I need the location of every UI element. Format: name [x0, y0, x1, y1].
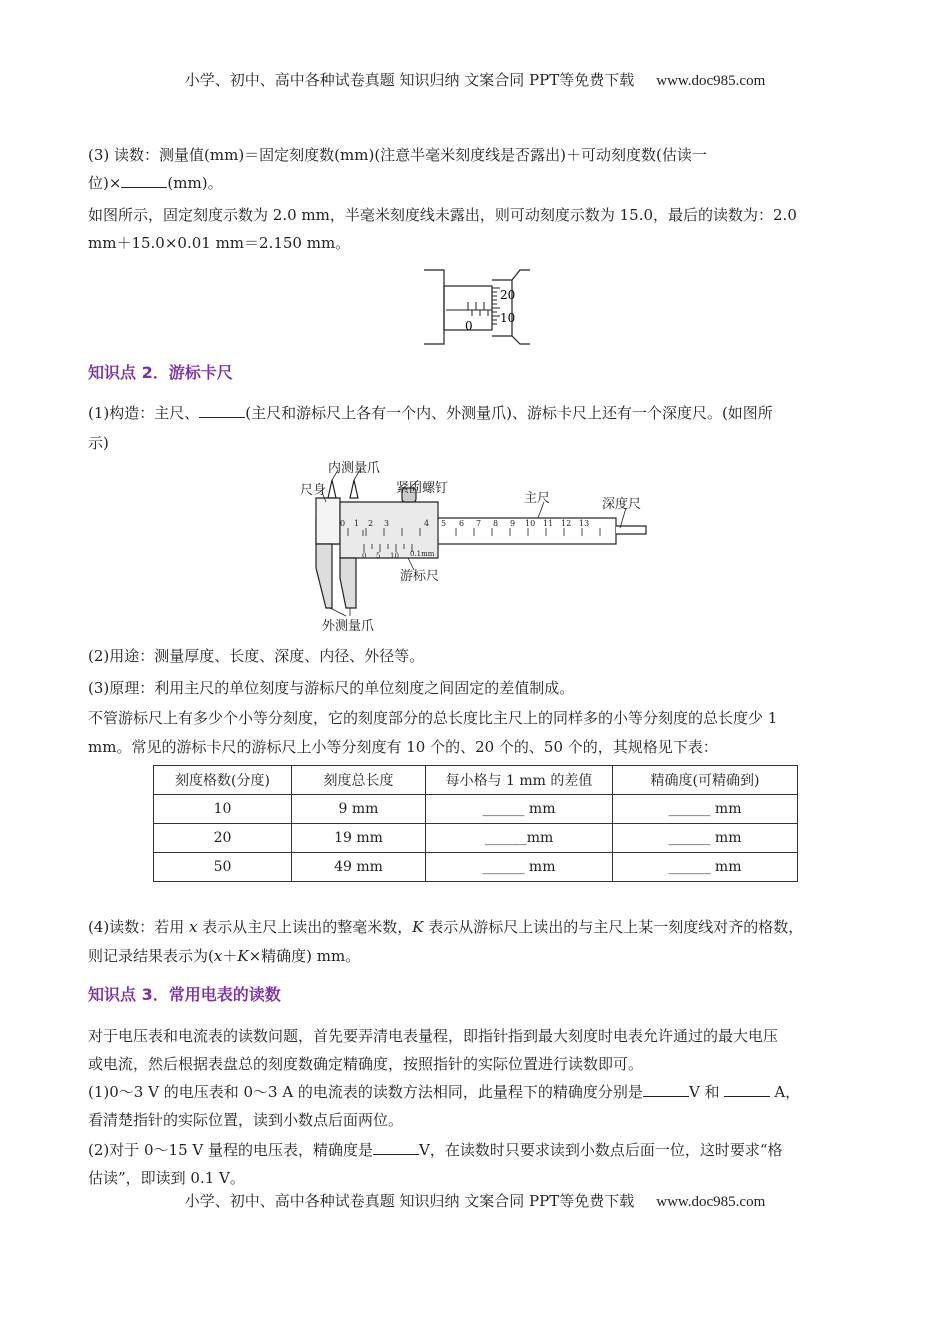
p1-prefix: (1)构造：主尺、	[88, 404, 200, 422]
main-tick-12: 12	[561, 519, 572, 528]
header-url: www.doc985.com	[656, 73, 766, 89]
footer-text: 小学、初中、高中各种试卷真题 知识归纳 文案合同 PPT等免费下载	[184, 1192, 635, 1210]
text-run: 表示从主尺上读出的整毫米数，	[197, 918, 413, 936]
micrometer-thimble	[492, 270, 530, 344]
text-run: 则记录结果表示为(	[88, 947, 214, 965]
section-2-para4-line2: mm。常见的游标卡尺的游标尺上小等分刻度有 10 个的、20 个的、50 个的，其规格见下表：	[88, 738, 718, 756]
section-2-para2: (2)用途：测量厚度、长度、深度、内径、外径等。	[88, 647, 425, 665]
thimble-10-label: 10	[500, 311, 516, 325]
vernier-tick-10: 10	[390, 552, 399, 560]
page-footer	[0, 1190, 950, 1211]
table-cell: 10	[154, 795, 292, 824]
sleeve-ticks	[468, 302, 488, 316]
main-tick-3: 3	[384, 519, 390, 528]
ruler-body-label: 尺身	[300, 483, 327, 498]
page-header	[0, 69, 950, 90]
inner-jaw-fixed	[328, 480, 336, 498]
section-3-para1-line2: 或电流，然后根据表盘总的刻度数确定精确度，按照指针的实际位置进行读数即可。	[88, 1055, 644, 1073]
thimble-20-label: 20	[500, 288, 516, 302]
section-3-para1-line1: 对于电压表和电流表的读数问题，首先要弄清电表量程，即指针指到最大刻度时电表允许通过的最大电压	[88, 1027, 779, 1045]
section-2-para5-line1	[88, 913, 866, 941]
p1-suffix: (主尺和游标尺上各有一个内、外测量爪)、游标卡尺上还有一个深度尺。(如图所	[245, 404, 773, 422]
table-header-cell: 精确度(可精确到)	[613, 766, 798, 795]
fill-blank	[121, 173, 167, 188]
section-2-para1-line2: 示)	[88, 434, 109, 452]
inner-jaw-label: 内测量爪	[328, 461, 381, 476]
fill-blank	[643, 1082, 689, 1097]
line2-suffix: (mm)。	[167, 174, 223, 192]
section-3-para2-line2: 看清楚指针的实际位置，读到小数点后面两位。	[88, 1111, 404, 1129]
text-run: (4)读数：若用	[88, 918, 190, 936]
table-cell: 9 mm	[292, 795, 426, 824]
table-cell: ______ mm	[613, 853, 798, 882]
main-tick-6: 6	[459, 519, 465, 528]
main-tick-8: 8	[493, 519, 499, 528]
fill-blank	[199, 403, 245, 418]
table-cell: 50	[154, 853, 292, 882]
section-2-para5-line2	[88, 942, 866, 970]
section-3-para3-line1	[88, 1136, 866, 1164]
text-run: (2)对于 0～15 V 量程的电压表，精确度是	[88, 1141, 374, 1159]
var-x: x	[189, 918, 198, 936]
fill-blank	[724, 1082, 770, 1097]
var-x: x	[213, 947, 223, 965]
main-tick-1: 1	[354, 519, 360, 528]
micrometer-example-line2: mm＋15.0×0.01 mm＝2.150 mm。	[88, 234, 351, 252]
table-header-cell: 刻度格数(分度)	[154, 766, 292, 795]
vernier-spec-table	[153, 765, 798, 882]
table-cell: 20	[154, 824, 292, 853]
inner-jaw-sliding	[350, 480, 358, 498]
vernier-tick-5: 5	[376, 552, 381, 560]
text-run: 表示从游标尺上读出的与主尺上某一刻度线对齐的格数，	[423, 918, 804, 936]
line2-prefix: 位)×	[88, 174, 122, 192]
text-run: ×精确度) mm。	[248, 947, 361, 965]
fill-blank	[373, 1140, 419, 1155]
section-3-para2-line1	[88, 1078, 866, 1106]
section-3-para3-line2: 估读”，即读到 0.1 V。	[88, 1169, 245, 1187]
thimble-ticks	[492, 288, 500, 324]
var-k: K	[412, 918, 424, 936]
micrometer-example-line1: 如图所示，固定刻度示数为 2.0 mm，半毫米刻度线未露出，则可动刻度示数为 15.0，最后的读数为：2.0	[88, 206, 797, 224]
section-2-para3: (3)原理：利用主尺的单位刻度与游标尺的单位刻度之间固定的差值制成。	[88, 679, 575, 697]
table-cell: ______ mm	[613, 824, 798, 853]
main-tick-11: 11	[543, 519, 554, 528]
table-header-cell: 刻度总长度	[292, 766, 426, 795]
text-run: ＋	[222, 947, 238, 965]
vernier-tick-0: 0	[362, 552, 367, 560]
table-row	[154, 853, 798, 882]
var-k: K	[237, 947, 249, 965]
table-cell: 49 mm	[292, 853, 426, 882]
table-header-cell: 每小格与 1 mm 的差值	[426, 766, 613, 795]
table-cell: ______mm	[426, 824, 613, 853]
micrometer-frame	[424, 270, 444, 344]
footer-url: www.doc985.com	[656, 1194, 766, 1210]
micrometer-figure	[420, 266, 532, 348]
main-tick-10: 10	[525, 519, 536, 528]
table-header-row	[154, 766, 798, 795]
main-tick-9: 9	[510, 519, 516, 528]
main-tick-0: 0	[340, 519, 346, 528]
section-2-para4-line1: 不管游标尺上有多少个小等分刻度，它的刻度部分的总长度比主尺上的同样多的小等分刻度的总长度少 1	[88, 709, 778, 727]
main-tick-5: 5	[441, 519, 447, 528]
main-tick-2: 2	[368, 519, 374, 528]
micrometer-reading-line1: (3) 读数：测量值(mm)＝固定刻度数(mm)(注意半毫米刻度线是否露出)＋可动刻度数(估读一	[88, 146, 707, 164]
outer-jaw-fixed	[316, 544, 332, 608]
text-run: (1)0～3 V 的电压表和 0～3 A 的电流表的读数方法相同，此量程下的精确度分别是	[88, 1083, 643, 1101]
outer-jaw-sliding	[340, 558, 356, 608]
depth-rod-label: 深度尺	[602, 497, 642, 512]
main-tick-13: 13	[579, 519, 590, 528]
main-tick-4: 4	[424, 519, 430, 528]
text-run: V，在读数时只要求读到小数点后面一位，这时要求“格	[419, 1141, 783, 1159]
vernier-precision-label: 0.1mm	[410, 550, 435, 558]
sleeve-zero-label: 0	[465, 319, 473, 333]
header-text: 小学、初中、高中各种试卷真题 知识归纳 文案合同 PPT等免费下载	[184, 71, 635, 89]
table-row	[154, 795, 798, 824]
table-cell: ______ mm	[426, 795, 613, 824]
text-run: V 和	[688, 1083, 720, 1101]
table-cell: ______ mm	[426, 853, 613, 882]
table-cell: ______ mm	[613, 795, 798, 824]
main-scale-label: 主尺	[524, 491, 551, 506]
lock-screw-label: 紧固螺钉	[396, 481, 449, 496]
section-2-para1-line1	[88, 399, 866, 427]
section-2-title: 知识点 2．游标卡尺	[88, 363, 233, 382]
ruler-body	[316, 498, 340, 544]
table-cell: 19 mm	[292, 824, 426, 853]
micrometer-reading-line2	[88, 169, 866, 197]
vernier-label: 游标尺	[400, 569, 440, 584]
text-run: A，	[769, 1083, 801, 1101]
table-row	[154, 824, 798, 853]
vernier-caliper-figure	[298, 458, 658, 634]
outer-jaw-label: 外测量爪	[322, 619, 375, 634]
section-3-title: 知识点 3．常用电表的读数	[88, 985, 281, 1004]
main-tick-7: 7	[476, 519, 482, 528]
